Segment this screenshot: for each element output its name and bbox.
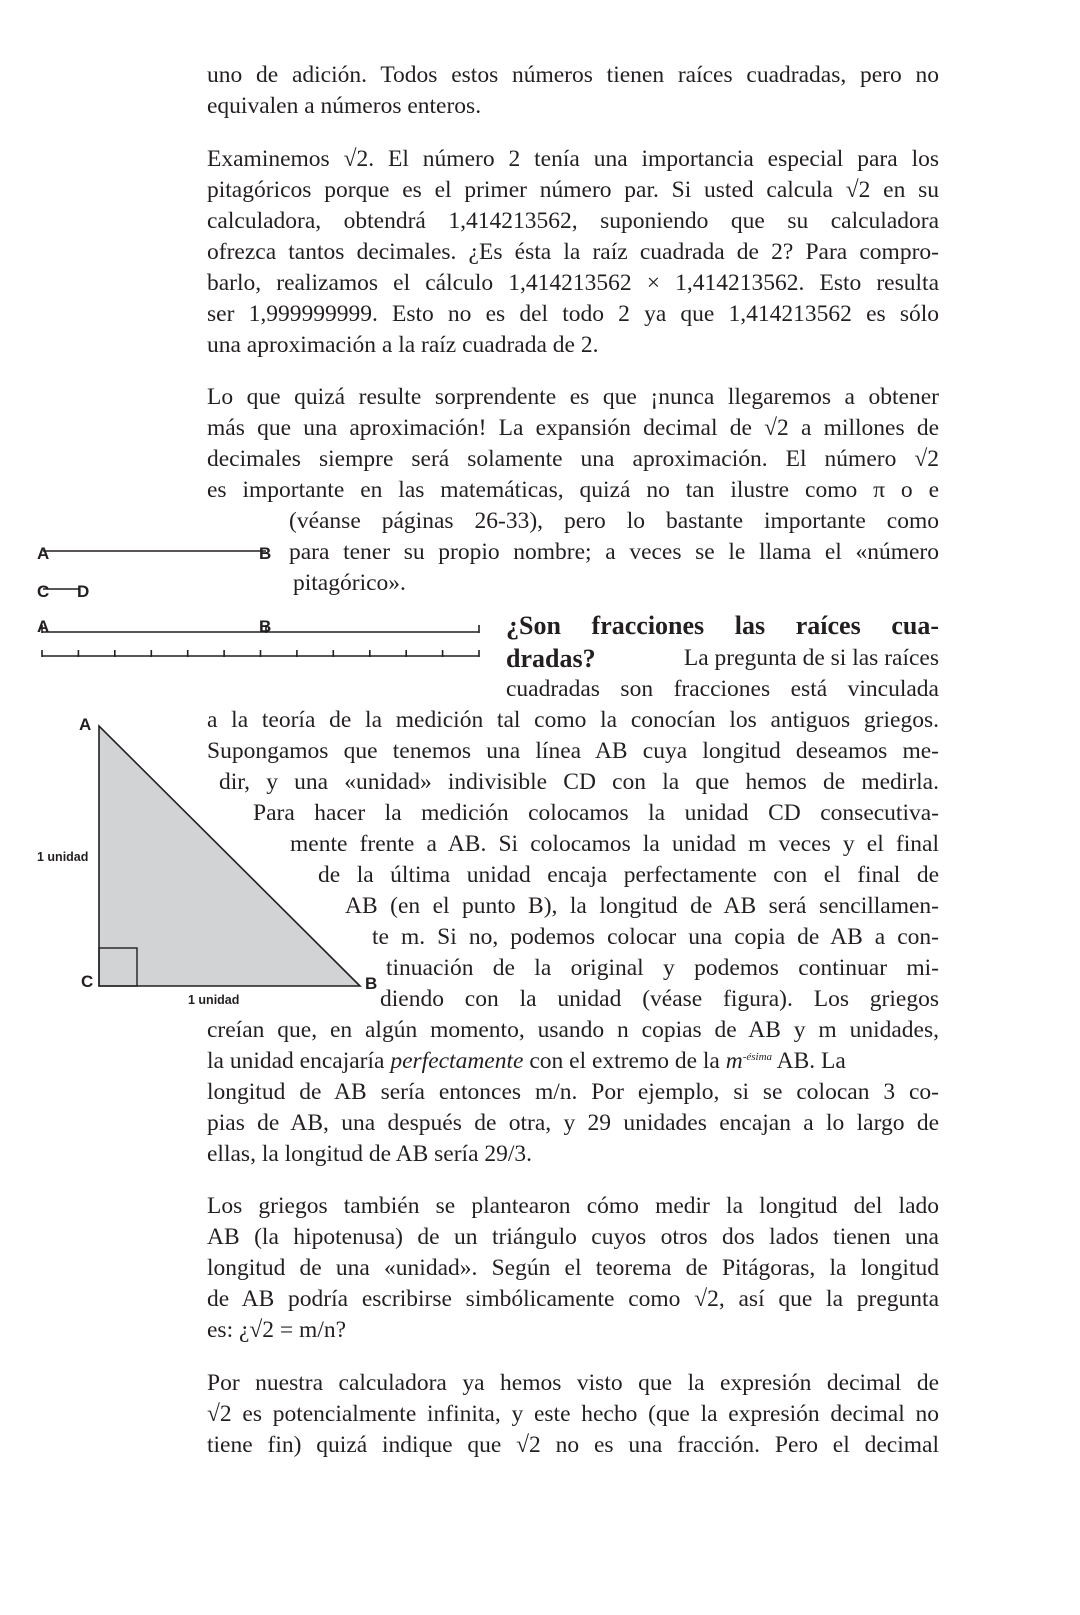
section-line: Para hacer la medición colocamos la unidad CD consecutiva- xyxy=(253,800,939,826)
paragraph-5-line: AB (la hipotenusa) de un triángulo cuyos otros dos lados tienen una xyxy=(207,1224,939,1250)
section-line: tinuación de la original y podemos continuar mi- xyxy=(386,955,939,981)
section-line: te m. Si no, podemos colocar una copia de AB a con- xyxy=(372,924,939,950)
side-vertical-label: 1 unidad xyxy=(37,850,89,864)
section-line: mente frente a AB. Si colocamos la unidad m veces y el final xyxy=(290,831,939,857)
section-line: cuadradas son fracciones está vinculada xyxy=(506,676,939,702)
paragraph-3-line: más que una aproximación! La expansión decimal de √2 a millones de xyxy=(207,415,939,441)
paragraph-1-line: uno de adición. Todos estos números tienen raíces cuadradas, pero no xyxy=(207,62,939,88)
section-line: Supongamos que tenemos una línea AB cuya longitud deseamos me- xyxy=(207,738,939,764)
paragraph-1-line: equivalen a números enteros. xyxy=(207,93,482,119)
paragraph-2-line: ofrezca tantos decimales. ¿Es ésta la raíz cuadrada de 2? Para compro- xyxy=(207,239,939,265)
unit-ruler xyxy=(42,650,479,657)
paragraph-3-line: (véanse páginas 26-33), pero lo bastante importante como xyxy=(289,508,939,534)
section-line: creían que, en algún momento, usando n copias de AB y m unidades, xyxy=(207,1017,939,1043)
paragraph-2-line: una aproximación a la raíz cuadrada de 2. xyxy=(207,332,599,358)
side-horizontal-label: 1 unidad xyxy=(188,993,240,1007)
section-heading-end: dradas? xyxy=(506,644,596,673)
label-unit-d: D xyxy=(77,582,90,601)
paragraph-5-line: de AB podría escribirse simbólicamente como √2, así que la pregunta xyxy=(207,1286,939,1312)
paragraph-5-line: es: ¿√2 = m/n? xyxy=(207,1317,347,1343)
section-heading: ¿Son fracciones las raíces cua- xyxy=(506,611,939,640)
section-line: pias de AB, una después de otra, y 29 unidades encajan a lo largo de xyxy=(207,1110,939,1136)
paragraph-3-line: decimales siempre será solamente una aproximación. El número √2 xyxy=(207,446,939,472)
paragraph-3-line: para tener su propio nombre; a veces se le llama el «número xyxy=(289,539,939,565)
label-ruler-b: B xyxy=(259,617,272,636)
paragraph-6-line: √2 es potencialmente infinita, y este hecho (que la expresión decimal no xyxy=(207,1401,939,1427)
emphasis-word: perfectamente xyxy=(390,1048,524,1074)
ordinal-superscript: -ésima xyxy=(742,1051,773,1063)
section-heading-line-2 xyxy=(506,643,939,674)
variable-m: m xyxy=(725,1048,743,1074)
paragraph-5-line: Los griegos también se plantearon cómo medir la longitud del lado xyxy=(207,1193,939,1219)
label-unit-c: C xyxy=(37,582,50,601)
section-lead-in: La pregunta de si las raíces xyxy=(683,645,939,671)
paragraph-3-line: Lo que quizá resulte sorprendente es que ¡nunca llegaremos a obtener xyxy=(207,384,939,410)
text-run: AB. La xyxy=(772,1048,846,1074)
vertex-a-label: A xyxy=(79,715,92,734)
section-line: AB (en el punto B), la longitud de AB será sencillamen- xyxy=(345,893,939,919)
paragraph-2-line: pitagóricos porque es el primer número par. Si usted calcula √2 en su xyxy=(207,177,939,203)
label-line-b: B xyxy=(259,544,272,563)
paragraph-2-line: barlo, realizamos el cálculo 1,414213562 × 1,414213562. Esto resulta xyxy=(207,270,939,296)
vertex-b-label: B xyxy=(365,974,378,993)
paragraph-2-line: Examinemos √2. El número 2 tenía una importancia especial para los xyxy=(207,146,939,172)
vertex-c-label: C xyxy=(81,972,94,991)
section-line: longitud de AB sería entonces m/n. Por ejemplo, si se colocan 3 co- xyxy=(207,1079,939,1105)
paragraph-6-line: Por nuestra calculadora ya hemos visto que la expresión decimal de xyxy=(207,1370,939,1396)
paragraph-3-line: es importante en las matemáticas, quizá no tan ilustre como π o e xyxy=(207,477,939,503)
text-run: con el extremo de la xyxy=(523,1048,726,1074)
section-line: a la teoría de la medición tal como la conocían los antiguos griegos. xyxy=(207,707,939,733)
paragraph-5-line: longitud de una «unidad». Según el teorema de Pitágoras, la longitud xyxy=(207,1255,939,1281)
section-line: de la última unidad encaja perfectamente con el final de xyxy=(318,862,939,888)
paragraph-3-line: pitagórico». xyxy=(293,570,406,596)
section-line: dir, y una «unidad» indivisible CD con la que hemos de medirla. xyxy=(219,769,939,795)
label-line-a: A xyxy=(37,544,50,563)
label-ruler-a: A xyxy=(37,617,50,636)
section-line-emphasis xyxy=(207,1046,939,1077)
text-run: la unidad encajaría xyxy=(207,1048,391,1074)
paragraph-6-line: tiene fin) quizá indique que √2 no es una fracción. Pero el decimal xyxy=(207,1432,939,1458)
section-line: ellas, la longitud de AB sería 29/3. xyxy=(207,1141,533,1167)
paragraph-2-line: calculadora, obtendrá 1,414213562, suponiendo que su calculadora xyxy=(207,208,939,234)
paragraph-2-line: ser 1,999999999. Esto no es del todo 2 ya que 1,414213562 es sólo xyxy=(207,301,939,327)
section-line: diendo con la unidad (véase figura). Los griegos xyxy=(380,986,939,1012)
